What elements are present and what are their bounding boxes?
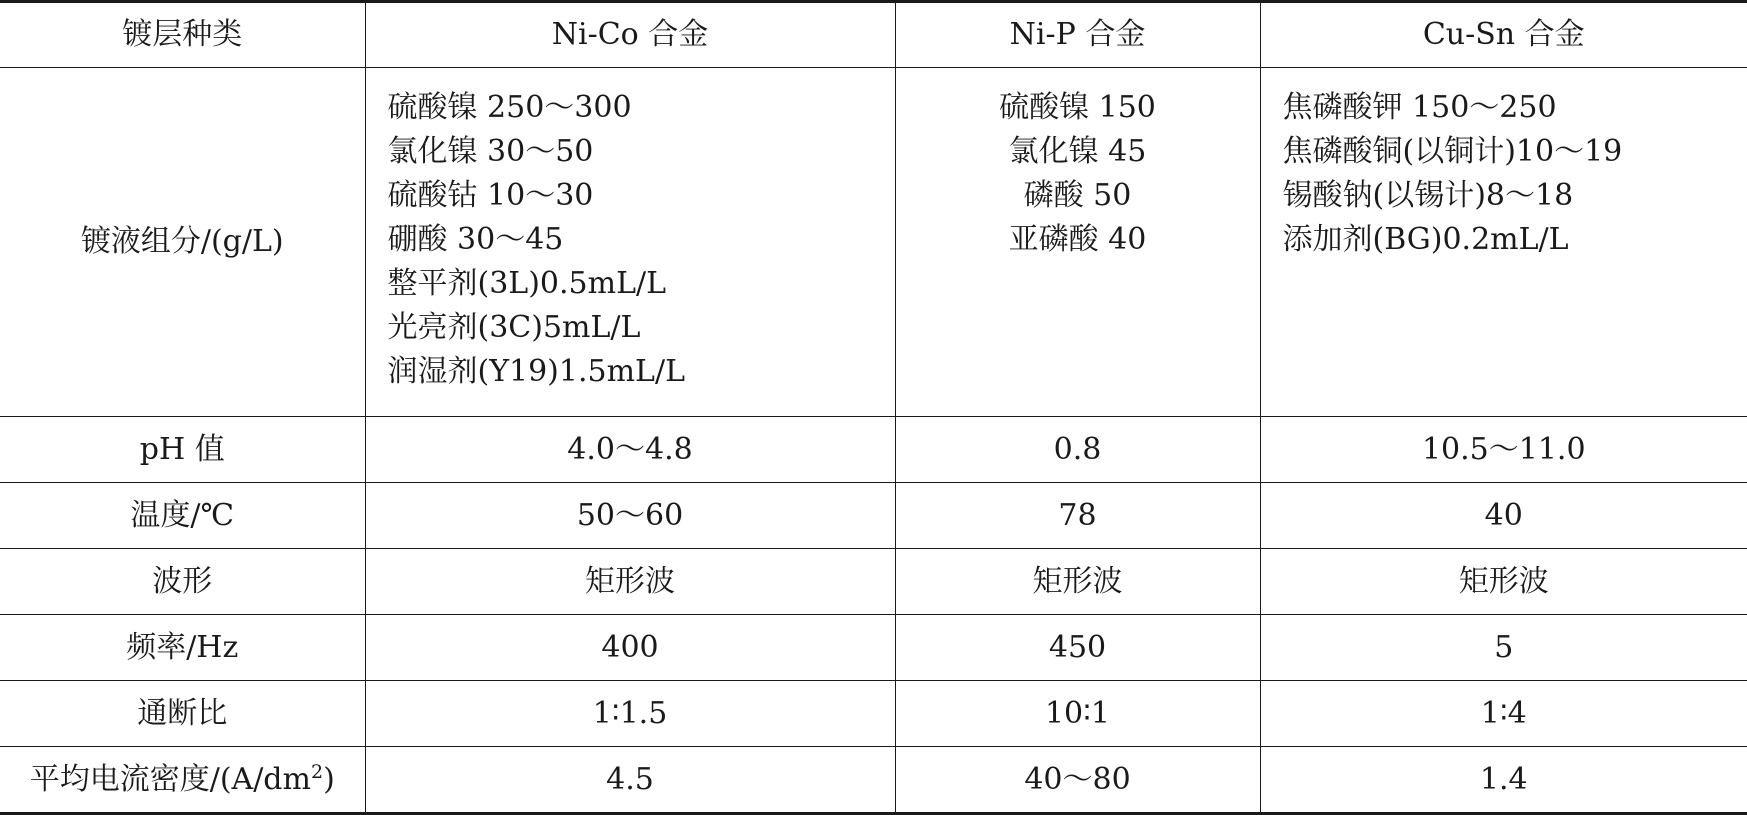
composition-row [0, 68, 1747, 417]
cell-ni-co: 50～60 [365, 483, 895, 549]
row-label-superscript: 2 [311, 761, 323, 783]
composition-cu-sn [1260, 68, 1747, 417]
cell-cu-sn: 40 [1260, 483, 1747, 549]
cell-cu-sn: 1∶4 [1260, 681, 1747, 747]
duty-ratio-row [0, 681, 1747, 747]
composition-line: 焦磷酸钾 150～250 [1283, 86, 1747, 130]
cell-ni-p: 0.8 [895, 417, 1260, 483]
composition-line: 硫酸镍 250～300 [388, 86, 895, 130]
header-cu-sn: Cu-Sn 合金 [1260, 2, 1747, 68]
composition-line: 硫酸镍 150 [896, 86, 1260, 130]
ph-row [0, 417, 1747, 483]
row-label: 波形 [0, 549, 365, 615]
composition-line: 氯化镍 30～50 [388, 130, 895, 174]
cell-ni-p: 78 [895, 483, 1260, 549]
cell-ni-co: 矩形波 [365, 549, 895, 615]
row-label-main: 平均电流密度/(A/dm [30, 762, 311, 797]
row-label: pH 值 [0, 417, 365, 483]
composition-line: 亚磷酸 40 [896, 218, 1260, 262]
row-label: 通断比 [0, 681, 365, 747]
composition-ni-p [895, 68, 1260, 417]
cell-cu-sn: 10.5～11.0 [1260, 417, 1747, 483]
cell-ni-p: 10∶1 [895, 681, 1260, 747]
header-ni-p: Ni-P 合金 [895, 2, 1260, 68]
row-label: 温度/℃ [0, 483, 365, 549]
frequency-row [0, 615, 1747, 681]
row-label-tail: ) [323, 762, 335, 797]
waveform-row [0, 549, 1747, 615]
composition-line: 硫酸钴 10～30 [388, 174, 895, 218]
composition-line: 添加剂(BG)0.2mL/L [1283, 218, 1747, 262]
cell-cu-sn: 1.4 [1260, 747, 1747, 814]
row-label [0, 747, 365, 814]
composition-line: 氯化镍 45 [896, 130, 1260, 174]
temperature-row [0, 483, 1747, 549]
cell-ni-co: 1∶1.5 [365, 681, 895, 747]
composition-line: 锡酸钠(以锡计)8～18 [1283, 174, 1747, 218]
header-ni-co: Ni-Co 合金 [365, 2, 895, 68]
header-coating-type: 镀层种类 [0, 2, 365, 68]
row-label: 频率/Hz [0, 615, 365, 681]
composition-line: 润湿剂(Y19)1.5mL/L [388, 350, 895, 394]
composition-line: 硼酸 30～45 [388, 218, 895, 262]
composition-ni-co [365, 68, 895, 417]
cell-ni-p: 450 [895, 615, 1260, 681]
composition-line: 磷酸 50 [896, 174, 1260, 218]
cell-ni-p: 矩形波 [895, 549, 1260, 615]
composition-line: 焦磷酸铜(以铜计)10～19 [1283, 130, 1747, 174]
composition-label: 镀液组分/(g/L) [0, 68, 365, 417]
cell-ni-co: 400 [365, 615, 895, 681]
cell-cu-sn: 矩形波 [1260, 549, 1747, 615]
cell-ni-co: 4.0～4.8 [365, 417, 895, 483]
cell-ni-co: 4.5 [365, 747, 895, 814]
composition-line: 整平剂(3L)0.5mL/L [388, 262, 895, 306]
cell-cu-sn: 5 [1260, 615, 1747, 681]
composition-line: 光亮剂(3C)5mL/L [388, 306, 895, 350]
current-density-row [0, 747, 1747, 814]
cell-ni-p: 40～80 [895, 747, 1260, 814]
header-row [0, 2, 1747, 68]
